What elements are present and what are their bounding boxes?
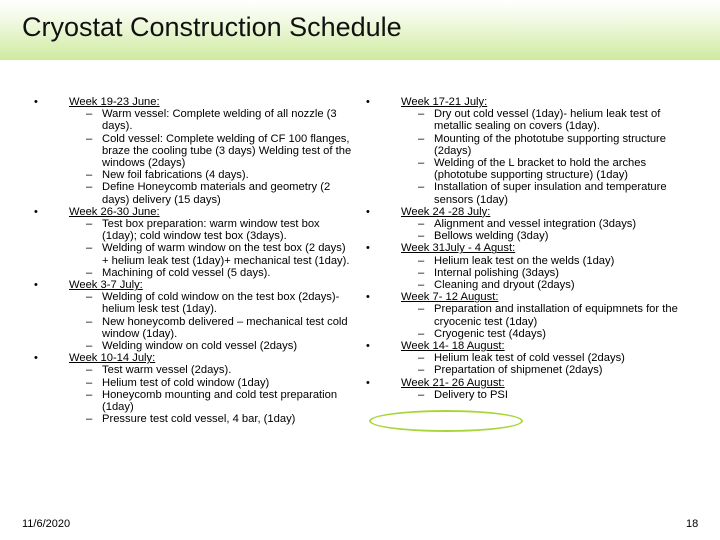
week-label: Week 14- 18 August: <box>401 340 505 353</box>
task-text: Cold vessel: Complete welding of CF 100 flanges, braze the cooling tube (3 days) Welding test of the windows (2days) <box>102 132 352 170</box>
task-item <box>34 364 354 376</box>
task-item <box>366 267 686 279</box>
dash-marker: – <box>418 132 425 145</box>
task-text: Pressure test cold vessel, 4 bar, (1day) <box>102 413 296 426</box>
task-text: Cleaning and dryout (2days) <box>434 279 575 292</box>
task-text: Mounting of the phototube supporting structure (2days) <box>434 132 666 157</box>
week-label: Week 26-30 June: <box>69 205 160 218</box>
dash-marker: – <box>86 315 93 328</box>
task-text: Honeycomb mounting and cold test preparation (1day) <box>102 388 338 414</box>
task-item <box>34 218 354 242</box>
bullet-icon: • <box>366 340 370 353</box>
task-item <box>366 352 686 364</box>
task-text: Internal polishing (3days) <box>434 266 559 279</box>
task-item <box>34 267 354 279</box>
week-heading <box>366 291 686 303</box>
week-heading <box>366 340 686 352</box>
task-item <box>366 230 686 242</box>
week-heading <box>34 96 354 108</box>
bullet-icon: • <box>366 96 370 108</box>
task-item <box>366 364 686 376</box>
task-item <box>366 279 686 291</box>
task-item <box>34 377 354 389</box>
dash-marker: – <box>418 181 425 194</box>
week-heading <box>34 279 354 291</box>
week-label: Week 21- 26 August: <box>401 376 505 389</box>
dash-marker: – <box>86 291 93 304</box>
task-text: Welding window on cold vessel (2days) <box>102 340 298 353</box>
title-bar <box>0 0 720 60</box>
bullet-icon: • <box>366 205 370 218</box>
dash-marker: – <box>418 327 425 340</box>
task-item <box>34 108 354 132</box>
task-text: Machining of cold vessel (5 days). <box>102 266 271 279</box>
dash-marker: – <box>86 181 93 194</box>
dash-marker: – <box>86 132 93 145</box>
dash-marker: – <box>418 108 425 121</box>
dash-marker: – <box>86 413 93 426</box>
week-label: Week 24 -28 July: <box>401 205 491 218</box>
task-item <box>34 291 354 315</box>
bullet-icon: • <box>366 242 370 255</box>
task-text: Welding of the L bracket to hold the arches (phototube supporting structure) (1day) <box>434 157 647 182</box>
task-text: Welding of cold window on the test box (2days)- helium lesk test (1day). <box>102 291 340 316</box>
task-item <box>366 133 686 157</box>
dash-marker: – <box>418 218 425 231</box>
week-heading <box>34 206 354 218</box>
dash-marker: – <box>86 242 93 255</box>
dash-marker: – <box>418 157 425 170</box>
dash-marker: – <box>418 230 425 243</box>
task-item <box>34 169 354 181</box>
task-text: Helium test of cold window (1day) <box>102 376 270 389</box>
task-item <box>34 133 354 170</box>
schedule-right-column <box>366 96 686 401</box>
week-label: Week 31July - 4 Agust: <box>401 242 516 255</box>
bullet-icon: • <box>34 352 38 365</box>
footer-date: 11/6/2020 <box>22 518 71 530</box>
bullet-icon: • <box>366 291 370 304</box>
bullet-icon: • <box>34 96 38 108</box>
task-item <box>366 389 686 401</box>
task-text: New foil fabrications (4 days). <box>102 169 249 182</box>
dash-marker: – <box>86 218 93 231</box>
bullet-icon: • <box>34 279 38 292</box>
dash-marker: – <box>418 364 425 377</box>
task-text: Installation of super insulation and temperature sensors (1day) <box>434 181 667 206</box>
task-item <box>34 389 354 413</box>
task-text: Delivery to PSI <box>434 388 508 401</box>
task-item <box>366 108 686 132</box>
task-text: Alignment and vessel integration (3days) <box>434 218 637 231</box>
task-text: Prepartation of shipmenet (2days) <box>434 364 603 377</box>
task-item <box>34 316 354 340</box>
schedule-left-column <box>34 96 354 425</box>
task-item <box>34 242 354 266</box>
task-item <box>366 181 686 205</box>
dash-marker: – <box>86 266 93 279</box>
task-text: Helium leak test on the welds (1day) <box>434 254 615 267</box>
week-heading <box>366 242 686 254</box>
highlight-ellipse <box>369 410 523 432</box>
week-label: Week 19-23 June: <box>69 96 160 108</box>
dash-marker: – <box>86 108 93 121</box>
week-label: Week 17-21 July: <box>401 96 488 108</box>
bullet-icon: • <box>34 205 38 218</box>
bullet-icon: • <box>366 376 370 389</box>
task-text: Bellows welding (3day) <box>434 230 549 243</box>
task-item <box>34 413 354 425</box>
dash-marker: – <box>418 388 425 401</box>
slide-title: Cryostat Construction Schedule <box>22 12 402 42</box>
task-text: Dry out cold vessel (1day)- helium leak test of metallic sealing on covers (1day). <box>434 108 661 133</box>
task-text: New honeycomb delivered – mechanical test cold window (1day). <box>102 315 348 340</box>
week-label: Week 7- 12 August: <box>401 291 499 304</box>
task-text: Warm vessel: Complete welding of all nozzle (3 days). <box>102 108 337 133</box>
dash-marker: – <box>86 376 93 389</box>
task-text: Helium leak test of cold vessel (2days) <box>434 352 625 365</box>
task-item <box>366 157 686 181</box>
dash-marker: – <box>418 303 425 316</box>
dash-marker: – <box>418 266 425 279</box>
dash-marker: – <box>418 254 425 267</box>
task-item <box>366 255 686 267</box>
dash-marker: – <box>418 352 425 365</box>
task-text: Cryogenic test (4days) <box>434 327 546 340</box>
task-item <box>366 303 686 327</box>
dash-marker: – <box>86 388 93 401</box>
week-label: Week 10-14 July: <box>69 352 156 365</box>
footer-page-number: 18 <box>686 518 699 530</box>
task-item <box>366 328 686 340</box>
task-item <box>34 340 354 352</box>
task-text: Preparation and installation of equipmnets for the cryocenic test (1day) <box>434 303 678 328</box>
dash-marker: – <box>86 364 93 377</box>
dash-marker: – <box>86 169 93 182</box>
task-item <box>366 218 686 230</box>
week-heading <box>366 377 686 389</box>
task-text: Define Honeycomb materials and geometry (2 days) delivery (15 days) <box>102 181 331 206</box>
task-item <box>34 181 354 205</box>
dash-marker: – <box>86 340 93 353</box>
task-text: Test warm vessel (2days). <box>102 364 232 377</box>
task-text: Test box preparation: warm window test box (1day); cold window test box (3days). <box>102 218 320 243</box>
week-heading <box>366 96 686 108</box>
week-heading <box>34 352 354 364</box>
dash-marker: – <box>418 279 425 292</box>
task-text: Welding of warm window on the test box (2 days) + helium leak test (1day)+ mechanical test (1day). <box>102 242 350 267</box>
week-label: Week 3-7 July: <box>69 279 143 292</box>
week-heading <box>366 206 686 218</box>
